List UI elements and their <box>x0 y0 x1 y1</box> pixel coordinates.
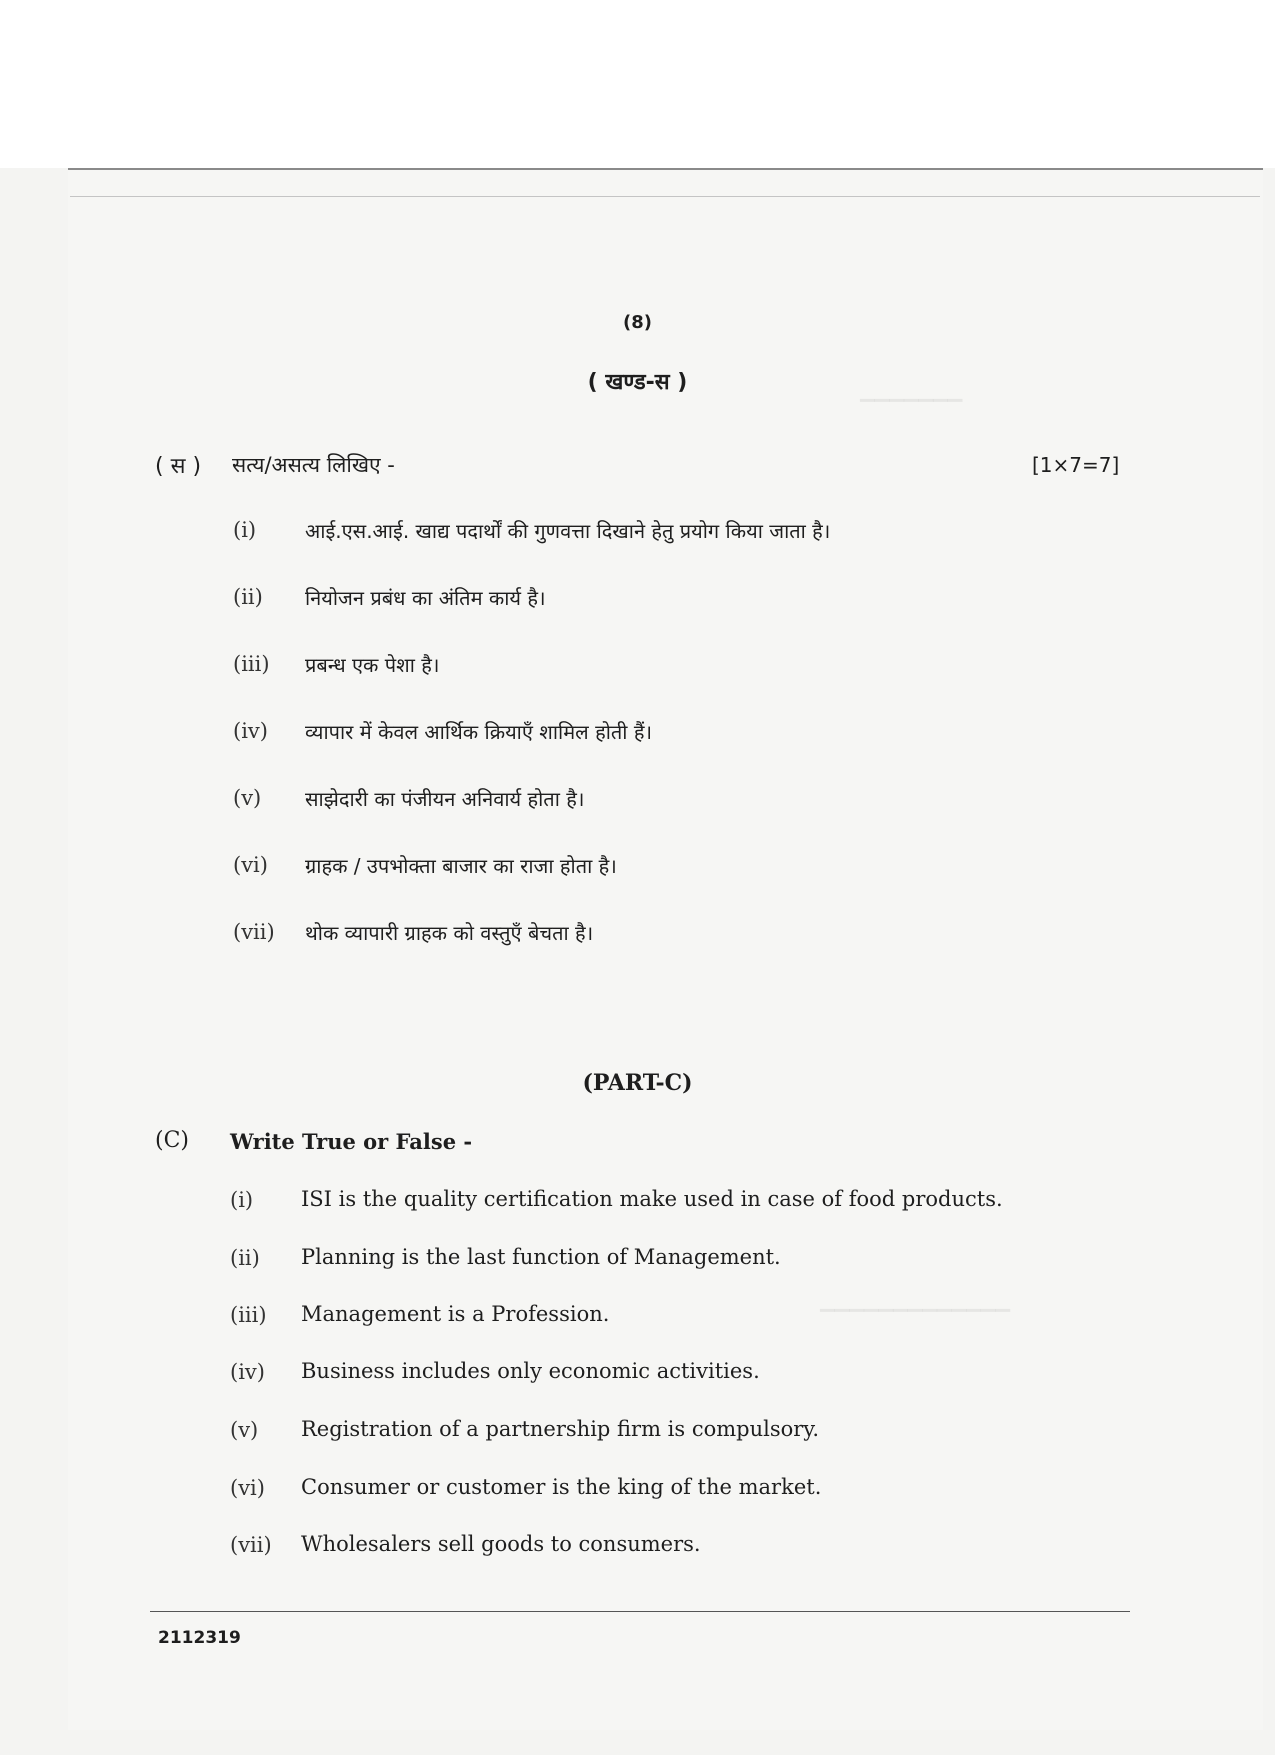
paper-code: 2112319 <box>158 1628 241 1648</box>
sheet-edge-line-secondary <box>70 196 1260 197</box>
scan-top-margin <box>0 0 1275 168</box>
english-statement: Registration of a partnership firm is compulsory. <box>301 1417 820 1441</box>
item-number: (ii) <box>233 585 263 609</box>
item-number: (iv) <box>230 1360 265 1384</box>
item-number: (vii) <box>230 1533 272 1557</box>
item-number: (vi) <box>233 853 268 877</box>
marks-allocation: [1×7=7] <box>1032 453 1120 477</box>
item-number: (i) <box>230 1188 254 1212</box>
english-statement: ISI is the quality certification make used in case of food products. <box>301 1187 1003 1211</box>
hindi-statement: व्यापार में केवल आर्थिक क्रियाएँ शामिल होती हैं। <box>305 720 653 744</box>
footer-divider <box>150 1611 1130 1612</box>
hindi-statement: प्रबन्ध एक पेशा है। <box>305 653 440 677</box>
item-number: (i) <box>233 518 257 542</box>
section-heading-hindi: ( खण्ड-स ) <box>587 370 688 395</box>
english-statement: Wholesalers sell goods to consumers. <box>301 1532 701 1556</box>
part-heading-english: (PART-C) <box>582 1070 693 1096</box>
english-statement: Planning is the last function of Management. <box>301 1245 781 1269</box>
item-number: (v) <box>233 786 262 810</box>
question-label-english: (C) <box>155 1128 189 1153</box>
item-number: (ii) <box>230 1246 260 1270</box>
question-title-hindi: सत्य/असत्य लिखिए - <box>232 453 395 477</box>
english-statement: Consumer or customer is the king of the market. <box>301 1475 822 1499</box>
item-number: (iii) <box>230 1303 267 1327</box>
question-title-english: Write True or False - <box>230 1129 473 1154</box>
item-number: (vii) <box>233 920 275 944</box>
hindi-statement: साझेदारी का पंजीयन अनिवार्य होता है। <box>305 787 585 811</box>
item-number: (iii) <box>233 652 270 676</box>
hindi-statement: नियोजन प्रबंध का अंतिम कार्य है। <box>305 586 546 610</box>
hindi-statement: ग्राहक / उपभोक्ता बाजार का राजा होता है। <box>305 854 617 878</box>
item-number: (iv) <box>233 719 268 743</box>
english-statement: Business includes only economic activities. <box>301 1359 760 1383</box>
item-number: (v) <box>230 1418 259 1442</box>
english-statement: Management is a Profession. <box>301 1302 610 1326</box>
hindi-statement: आई.एस.आई. खाद्य पदार्थों की गुणवत्ता दिखाने हेतु प्रयोग किया जाता है। <box>305 519 831 543</box>
show-through-mark: ▁▁▁▁▁▁▁▁▁▁▁▁▁ <box>820 1290 1010 1312</box>
show-through-mark: ▁▁▁▁▁▁▁ <box>860 380 963 402</box>
sheet-edge-line <box>68 168 1263 170</box>
item-number: (vi) <box>230 1476 265 1500</box>
page-number: (8) <box>623 312 652 333</box>
hindi-statement: थोक व्यापारी ग्राहक को वस्तुएँ बेचता है। <box>305 921 594 945</box>
question-label-hindi: ( स ) <box>155 454 202 479</box>
